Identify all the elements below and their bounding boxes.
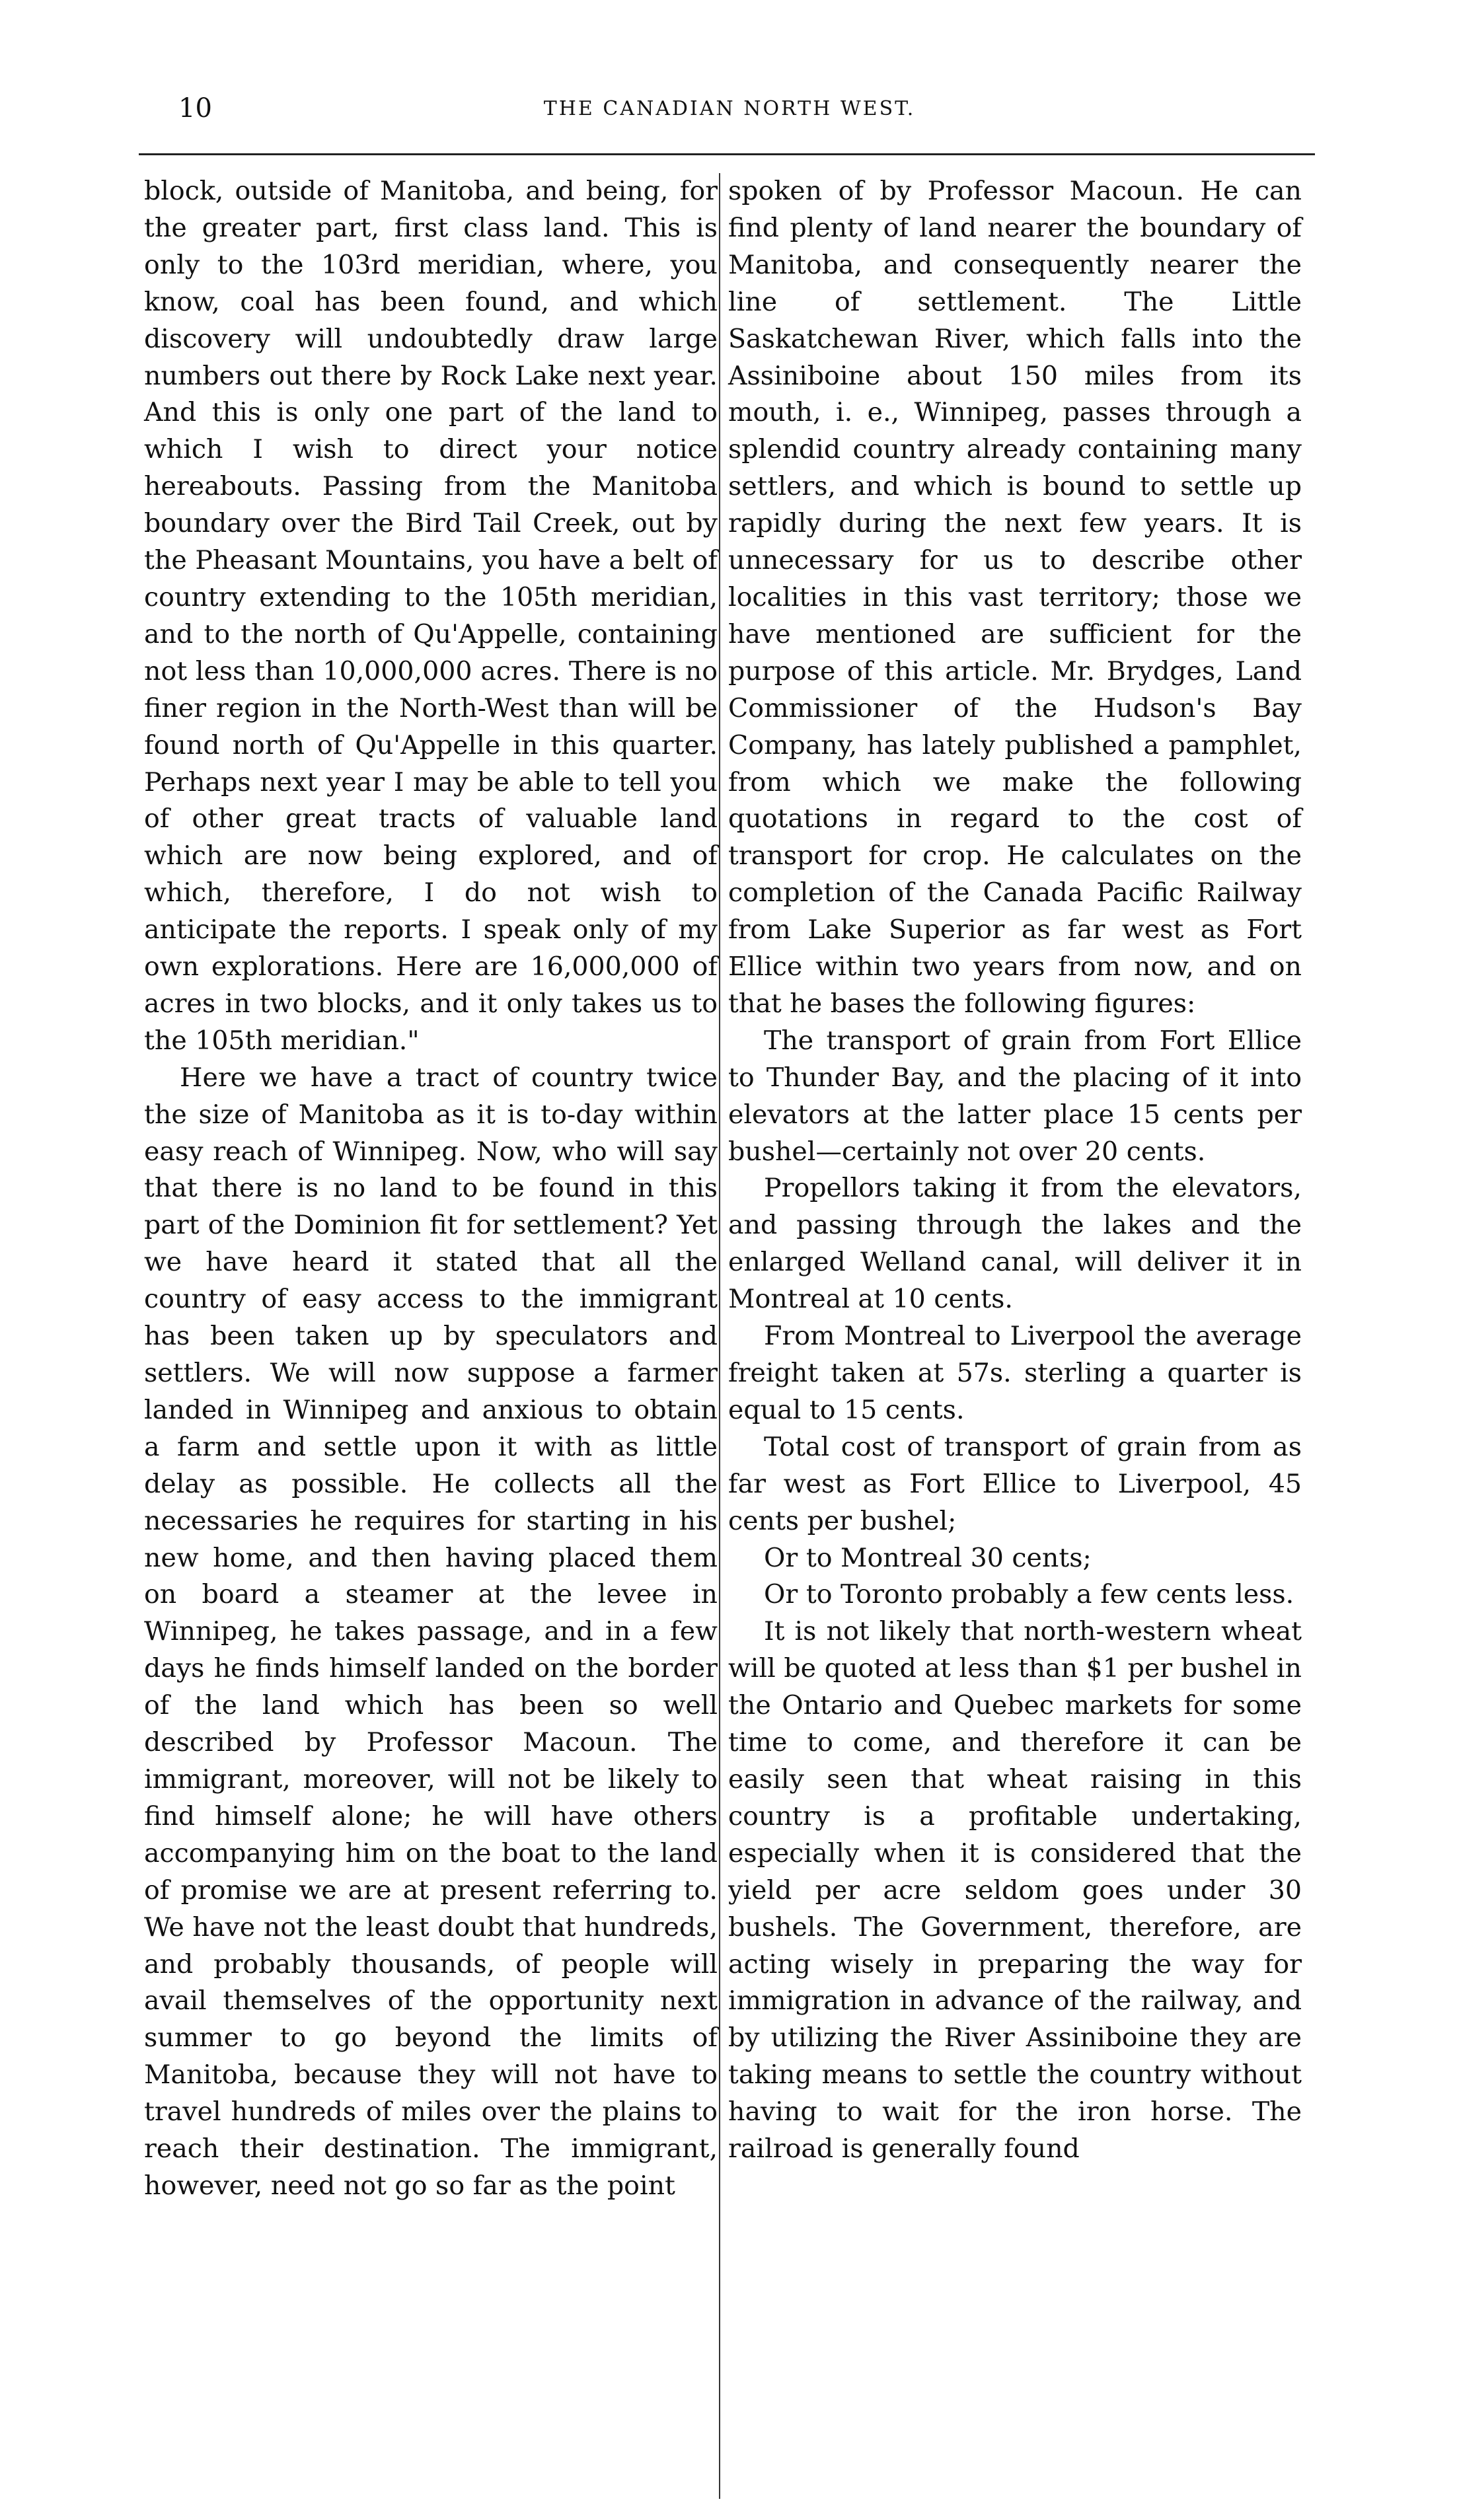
quoted-paragraph: Total cost of transport of grain from as far west as Fort Ellice to Liverpool, 45 cents per bushel; [728, 1431, 1302, 1536]
running-title: THE CANADIAN NORTH WEST. [543, 97, 916, 120]
column-divider [719, 173, 720, 2499]
quoted-paragraph: From Montreal to Liverpool the average freight taken at 57s. sterling a quarter is equal to 15 cents. [728, 1321, 1302, 1425]
quoted-paragraph: Or to Toronto probably a few cents less. [764, 1579, 1294, 1610]
quoted-paragraph: The transport of grain from Fort Ellice to Thunder Bay, and the placing of it into elevators at the latter place 15 cents per bushel—certainly not over 20 cents. [728, 1025, 1302, 1167]
paragraph: It is not likely that north-western wheat will be quoted at less than $1 per bushel in the Ontario and Quebec markets for some time to come, and therefore it can be easily seen that wheat raising in this country is a profitable undertaking, especially when it is considered that the yield per acre seldom goes under 30 bushels. The Government, therefore, are acting wisely in preparing the way for immigration in advance of the railway, and by utilizing the River Assiniboine they are taking means to settle the country without having to wait for the iron horse. The railroad is generally found [728, 1616, 1302, 2165]
left-column [144, 173, 718, 2205]
paragraph: Here we have a tract of country twice the size of Manitoba as it is to-day within easy reach of Winnipeg. Now, who will say that there is no land to be found in this part of the Dominion fit for settlement? Yet we have heard it stated that all the country of easy access to the immigrant has been taken up by speculators and settlers. We will now suppose a farmer landed in Winnipeg and anxious to obtain a farm and settle upon it with as little delay as possible. He collects all the necessaries he requires for starting in his new home, and then having placed them on board a steamer at the levee in Winnipeg, he takes passage, and in a few days he finds himself landed on the border of the land which has been so well described by Professor Macoun. The immigrant, moreover, will not be likely to find himself alone; he will have others accompanying him on the boat to the land of promise we are at present referring to. We have not the least doubt that hundreds, and probably thousands, of people will avail themselves of the opportunity next summer to go beyond the limits of Manitoba, because they will not have to travel hundreds of miles over the plains to reach their destination. The immigrant, however, need not go so far as the point [144, 1062, 718, 2201]
page-number: 10 [178, 93, 212, 124]
quoted-paragraph: Or to Montreal 30 cents; [764, 1542, 1092, 1573]
quoted-paragraph: Propellors taking it from the elevators, and passing through the lakes and the enlarged Welland canal, will deliver it in Montreal at 10 cents. [728, 1173, 1302, 1315]
paragraph: block, outside of Manitoba, and being, for the greater part, first class land. This is only to the 103rd meridian, where, you know, coal has been found, and which discovery will undoubtedly draw large numbers out there by Rock Lake next year. And this is only one part of the land to which I wish to direct your notice hereabouts. Passing from the Manitoba boundary over the Bird Tail Creek, out by the Pheasant Mountains, you have a belt of country extending to the 105th meridian, and to the north of Qu'Appelle, containing not less than 10,000,000 acres. There is no finer region in the North-West than will be found north of Qu'Appelle in this quarter. Perhaps next year I may be able to tell you of other great tracts of valuable land which are now being explored, and of which, therefore, I do not wish to anticipate the reports. I speak only of my own explorations. Here are 16,000,000 of acres in two blocks, and it only takes us to the 105th meridian." [144, 176, 718, 1056]
right-column [728, 173, 1302, 2168]
paragraph: spoken of by Professor Macoun. He can find plenty of land nearer the boundary of Manitoba, and consequently nearer the line of settlement. The Little Saskatchewan River, which falls into the Assiniboine about 150 miles from its mouth, i. e., Winnipeg, passes through a splendid country already containing many settlers, and which is bound to settle up rapidly during the next few years. It is unnecessary for us to describe other localities in this vast territory; those we have mentioned are sufficient for the purpose of this article. Mr. Brydges, Land Commissioner of the Hudson's Bay Company, has lately published a pamphlet, from which we make the following quotations in regard to the cost of transport for crop. He calculates on the completion of the Canada Pacific Railway from Lake Superior as far west as Fort Ellice within two years from now, and on that he bases the following figures: [728, 176, 1302, 1019]
header-rule [139, 153, 1315, 155]
